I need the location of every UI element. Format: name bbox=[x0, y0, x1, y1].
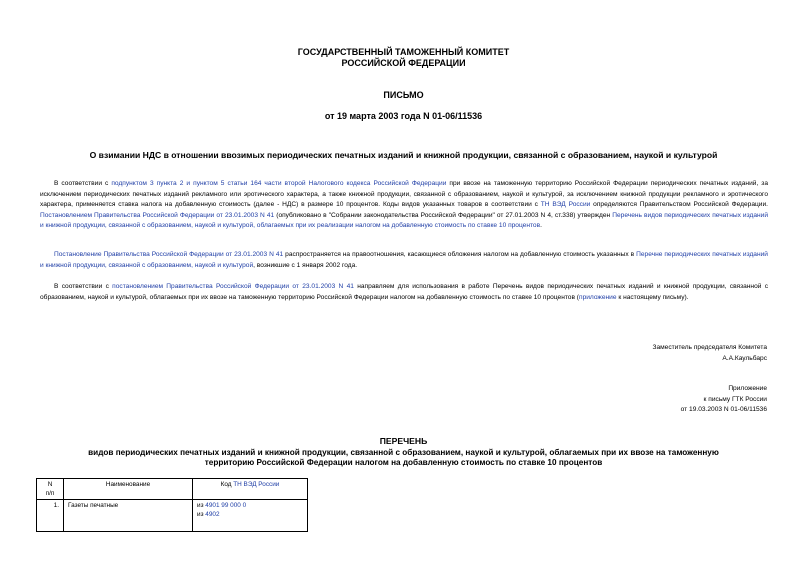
p3-text-2: направляем для использования в работе Перечень видов периодических печатных изданий и книжной продукции, связанной с образованием, наукой и культурой, облагаемых при их ввозе на таможенную территорию Российской Федерации налогом на добавленную стоимость по ставке 10 процентов ( bbox=[40, 283, 769, 301]
paragraph-2 bbox=[40, 250, 768, 271]
tax-code-link[interactable]: подпунктом 3 пункта 2 и пунктом 5 статьи 164 части второй Налогового кодекса Российской Федерации bbox=[111, 180, 447, 187]
tn-ved-link[interactable]: ТН ВЭД России bbox=[540, 201, 591, 208]
appendix-reference bbox=[681, 384, 767, 416]
column-header-code: Код ТН ВЭД России bbox=[193, 479, 308, 500]
document-date: от 19 марта 2003 года N 01-06/11536 bbox=[324, 111, 483, 121]
p1-text-2: при ввозе на таможенную территорию Российской Федерации периодических печатных изданий, за исключением периодических печатных изданий рекламного или эротического характера, а также книжной продукции, связанной с образованием, наукой и культурой, за исключением книжной продукции рекламного и эротического характера, применяется ставка налога на добавленную стоимость (далее - НДС) в размере 10 процентов. Коды видов указанных товаров в соответствии с bbox=[40, 180, 768, 208]
document-subject: О взимании НДС в отношении ввозимых периодических печатных изданий и книжной продукции, связанной с образованием, наукой и культурой bbox=[89, 150, 718, 160]
table-header-row bbox=[37, 479, 308, 500]
appendix-label: Приложение bbox=[728, 385, 767, 392]
issuer-line-2: РОССИЙСКОЙ ФЕДЕРАЦИИ bbox=[341, 58, 466, 68]
p1-text-3: определяются Правительством Российской Федерации. bbox=[590, 201, 768, 208]
p2-text-2: , возникшие с 1 января 2002 года. bbox=[253, 261, 358, 269]
p1-text-1: В соответствии с bbox=[54, 180, 112, 187]
tn-ved-header-link[interactable]: ТН ВЭД России bbox=[233, 481, 280, 488]
row-name: Газеты печатные bbox=[64, 500, 193, 532]
list-title-line-2: территорию Российской Федерации налогом на добавленную стоимость по ставке 10 процентов bbox=[204, 458, 603, 467]
column-header-name: Наименование bbox=[64, 479, 193, 500]
appendix-date: от 19.03.2003 N 01-06/11536 bbox=[680, 406, 767, 413]
column-header-number: N п/п bbox=[37, 479, 64, 500]
list-link-2[interactable]: Перечне периодических печатных изданий и книжной продукции, связанной с образованием, наукой и культурой bbox=[40, 251, 768, 269]
row-number: 1. bbox=[37, 500, 64, 532]
paragraph-3 bbox=[40, 282, 768, 303]
appendix-letter: к письму ГТК России bbox=[703, 395, 767, 403]
p3-text-3: к настоящему письму). bbox=[616, 293, 689, 301]
decree-link-2[interactable]: Постановление Правительства Российской Федерации от 23.01.2003 N 41 bbox=[54, 251, 284, 258]
list-of-types-link[interactable]: Перечень видов периодических печатных изданий и книжной продукции, связанной с образованием, наукой и культурой, облагаемых при их реализации налогом на добавленную стоимость по ставке 10 процентов bbox=[40, 211, 768, 229]
p2-text-1: распространяется на правоотношения, касающиеся обложения налогом на добавленную стоимость указанных в bbox=[283, 251, 637, 258]
list-heading: ПЕРЕЧЕНЬ bbox=[379, 436, 428, 446]
code-link-4902[interactable]: 4902 bbox=[205, 511, 220, 518]
signatory-name: А.А.Каульбарс bbox=[722, 354, 767, 362]
table-row bbox=[37, 500, 308, 532]
paragraph-1 bbox=[40, 179, 768, 232]
list-title-line-1: видов периодических печатных изданий и книжной продукции, связанной с образованием, наукой и культурой, облагаемых при их ввозе на таможенную bbox=[88, 448, 719, 457]
government-decree-link[interactable]: Постановлением Правительства Российской Федерации от 23.01.2003 N 41 bbox=[40, 211, 275, 219]
document-type: ПИСЬМО bbox=[383, 90, 424, 100]
appendix-link[interactable]: приложение bbox=[579, 293, 617, 301]
goods-table bbox=[36, 478, 308, 532]
code-link-4901[interactable]: 4901 99 000 0 bbox=[205, 502, 247, 509]
signature-block bbox=[652, 343, 767, 364]
row-codes: из 4901 99 000 0 из 4902 bbox=[193, 500, 308, 532]
issuer-line-1: ГОСУДАРСТВЕННЫЙ ТАМОЖЕННЫЙ КОМИТЕТ bbox=[297, 47, 510, 57]
p3-text-1: В соответствии с bbox=[54, 283, 113, 290]
p1-text-5: . bbox=[540, 222, 542, 229]
p1-text-4: (опубликовано в "Собрании законодательства Российской Федерации" от 27.01.2003 N 4, ст.338) утвержден bbox=[274, 211, 613, 219]
decree-link-3[interactable]: постановлением Правительства Российской Федерации от 23.01.2003 N 41 bbox=[112, 283, 354, 290]
signatory-position: Заместитель председателя Комитета bbox=[652, 344, 767, 351]
